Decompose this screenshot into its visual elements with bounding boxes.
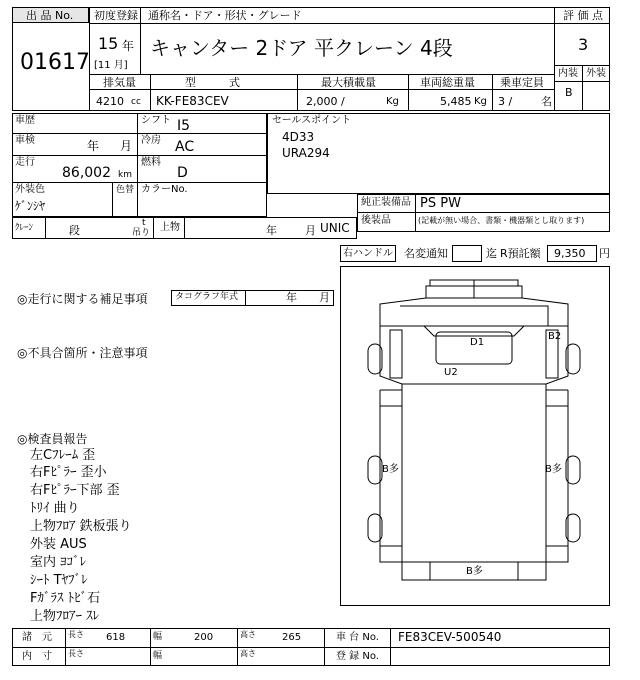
handle-value: 右ハンドル (343, 248, 393, 259)
inspector-title: ◎検査員報告 (17, 432, 88, 446)
inspection-year: 年 (87, 139, 100, 153)
reg-year: 15 (98, 34, 119, 53)
tacho-month: 月 (319, 291, 330, 304)
inspection-label: 車検 (15, 135, 35, 146)
interior-grade: B (565, 86, 573, 99)
capacity-label: 乗車定員 (500, 76, 544, 89)
color-label: 外装色 (15, 184, 45, 195)
body-maker: UNIC (320, 221, 350, 235)
defects-title: ◎不具合箇所・注意事項 (17, 346, 148, 360)
capacity-value: 3 / (498, 95, 513, 108)
body-label: 上物 (160, 222, 180, 233)
body-year: 年 (266, 224, 277, 237)
gross-weight-value: 5,485 (440, 95, 472, 108)
r-deposit-value: 9,350 (554, 247, 586, 260)
ac-label: 冷房 (141, 135, 161, 146)
inspection-month: 月 (120, 139, 133, 153)
history-label: 車歴 (15, 115, 35, 126)
interior-label: 内装 (558, 68, 578, 79)
reg-year-unit: 年 (122, 39, 135, 53)
first-reg-label: 初度登録 (94, 9, 138, 22)
crane-tsuri: 吊り (132, 228, 151, 238)
inspector-item: ﾄﾘｲ 曲り (30, 501, 80, 516)
truck-diagram (340, 266, 610, 606)
name-change-box (452, 245, 482, 262)
mileage-label: 走行 (15, 157, 35, 168)
displacement-label: 排気量 (103, 76, 136, 89)
diagram-mark-u2: U2 (444, 367, 458, 378)
crane-dan: 段 (69, 224, 80, 237)
ac-value: AC (175, 139, 195, 155)
shift-value: I5 (177, 118, 191, 134)
crane-label: ｸﾚｰﾝ (15, 223, 34, 233)
due-label: 迄 (486, 247, 497, 260)
diagram-mark-b-rear: B多 (466, 566, 483, 577)
aftermarket-note: (記載が無い場合、書類・機器類とし取ります) (418, 216, 585, 225)
r-deposit-label: R預託額 (500, 247, 541, 260)
chassis-value: FE83CEV-500540 (398, 630, 502, 644)
inspector-item: 右Fﾋﾟﾗｰ 歪小 (30, 465, 107, 480)
fuel-label: 燃料 (141, 157, 161, 168)
max-load-unit: Kg (386, 96, 399, 107)
sales-point-label: セールスポイント (272, 115, 352, 126)
inspector-item: 上物ﾌﾛｱ 鉄板張り (30, 519, 132, 534)
length-value: 618 (106, 632, 126, 643)
model-name: キャンター 2ドア 平クレーン 4段 (150, 36, 453, 60)
diagram-mark-b-right: B多 (545, 464, 562, 475)
inspector-item: 外装 AUS (30, 537, 87, 552)
gross-weight-label: 車両総重量 (420, 76, 475, 89)
r-deposit-unit: 円 (599, 247, 610, 260)
int-width-label: 幅 (153, 651, 163, 661)
color-code-label: 色替 (116, 185, 135, 195)
fuel-value: D (177, 165, 188, 181)
score-label: 評 価 点 (563, 9, 603, 22)
score-value: 3 (578, 35, 589, 54)
width-label: 幅 (153, 632, 163, 642)
inspector-item: ｼｰﾄ Tﾔﾌﾞﾚ (30, 573, 88, 588)
type-value: KK-FE83CEV (156, 94, 229, 108)
genuine-label: 純正装備品 (361, 197, 411, 208)
width-value: 200 (194, 632, 214, 643)
inspector-item: 室内 ﾖｺﾞﾚ (30, 555, 87, 570)
running-title: ◎走行に関する補足事項 (17, 292, 148, 306)
type-label: 型 式 (185, 76, 240, 89)
aftermarket-label: 後装品 (361, 215, 391, 226)
max-load-value: 2,000 / (306, 95, 345, 108)
tacho-year: 年 (286, 291, 297, 304)
diagram-mark-d1: D1 (470, 337, 485, 348)
diagram-mark-b-left: B多 (382, 464, 399, 475)
sales-point-2: URA294 (282, 146, 330, 160)
length-label: 長さ (68, 630, 84, 639)
inspector-item: Fｶﾞﾗｽ ﾄﾋﾞ石 (30, 591, 101, 606)
shift-label: シフト (141, 115, 171, 126)
name-change-label: 名変通知 (404, 247, 448, 260)
dims-label: 諸 元 (22, 632, 52, 643)
reg-no-label: 登 録 No. (336, 651, 379, 662)
reg-month: [11 月] (94, 60, 128, 71)
sales-point-1: 4D33 (282, 130, 315, 144)
inspector-item: 右Fﾋﾟﾗｰ下部 歪 (30, 483, 120, 498)
details-left-frame (12, 113, 267, 217)
exterior-label: 外装 (586, 68, 606, 79)
crane-ton: t (142, 218, 146, 228)
inspector-item: 上物ﾌﾛｱｰ ｽﾚ (30, 609, 100, 624)
int-length-label: 長さ (68, 649, 84, 658)
body-month: 月 (305, 224, 316, 237)
genuine-value: PS PW (420, 196, 461, 211)
displacement-value: 4210 (96, 95, 124, 108)
capacity-unit: 名 (541, 95, 552, 108)
int-height-label: 高さ (240, 649, 256, 658)
lot-label: 出 品 No. (26, 9, 74, 22)
tacho-label: タコグラフ年式 (175, 292, 239, 302)
chassis-label: 車 台 No. (336, 632, 379, 643)
mileage-value: 86,002 (62, 165, 111, 181)
color-no-label: カラーNo. (141, 184, 188, 195)
interior-dims-label: 内 寸 (22, 651, 52, 662)
inspector-item: 左Cﾌﾚｰﾑ 歪 (30, 448, 96, 463)
color-value: ｹﾞﾝｼﾔ (15, 199, 46, 213)
mileage-unit: km (118, 170, 132, 180)
displacement-unit: cc (131, 97, 141, 107)
max-load-label: 最大積載量 (321, 76, 376, 89)
height-label: 高さ (240, 630, 256, 639)
height-value: 265 (282, 632, 302, 643)
model-name-label: 通称名・ドア・形状・グレード (148, 9, 302, 22)
lot-number: 01617 (20, 50, 90, 75)
diagram-mark-b2: B2 (548, 331, 562, 342)
gross-weight-unit: Kg (474, 96, 487, 107)
